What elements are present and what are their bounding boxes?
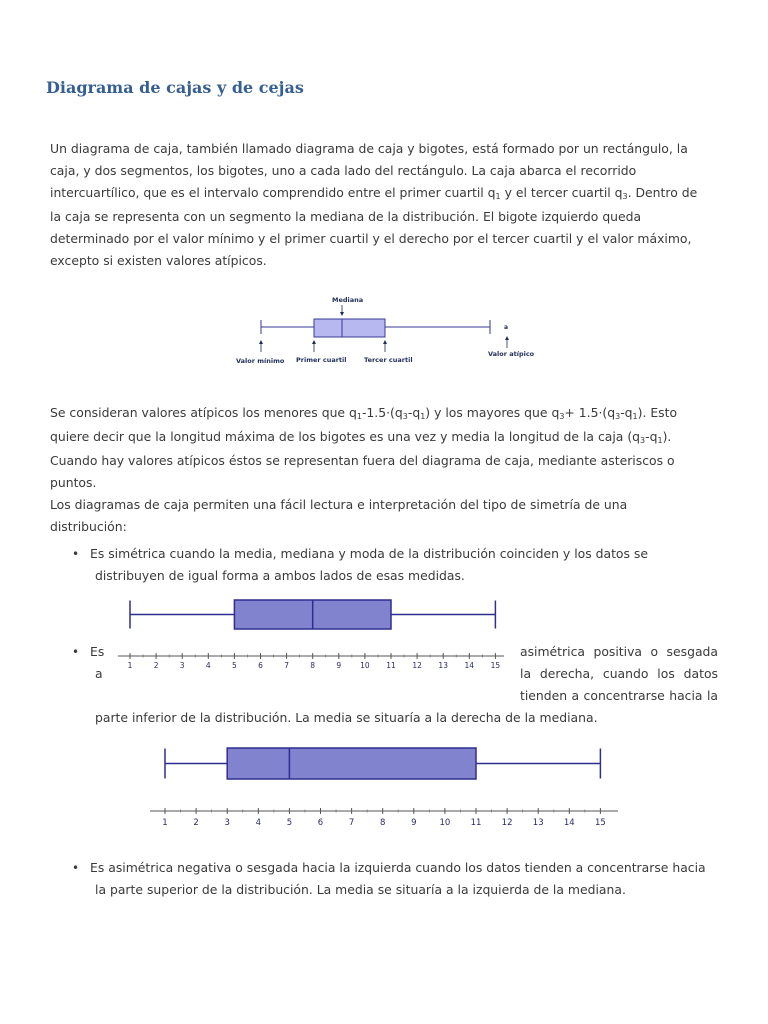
label-valor-atipico: Valor atípico [488,350,535,358]
intro-line-6: excepto si existen valores atípicos. [50,253,267,268]
tick-label: 7 [348,818,355,828]
tick-label: 8 [379,818,386,828]
tick-label: 7 [284,661,289,670]
iqr-box [227,748,476,779]
outlier-mark: a [504,324,509,331]
intro-line-4: la caja se representa con un segmento la mediana de la distribución. El bigote izquierdo queda [50,209,642,224]
tick-label: 14 [563,818,575,828]
tick-label: 5 [286,818,293,828]
symmetry-paragraph [50,494,718,538]
tick-label: 15 [594,818,606,828]
arrowhead-primer [312,340,316,344]
tick-label: 4 [205,661,211,670]
tick-label: 10 [439,818,451,828]
outliers-paragraph [50,402,718,494]
bullet-1 [90,543,718,587]
mediana-arrowhead [340,312,344,316]
tick-label: 9 [336,661,342,670]
tick-label: 4 [255,818,262,828]
arrowhead-tercer [383,340,387,344]
bullet-3-line-2: la parte superior de la distribución. La media se situaría a la izquierda de la mediana. [95,882,626,897]
tick-label: 15 [490,661,501,670]
label-mediana: Mediana [332,296,364,304]
tick-label: 6 [317,818,324,828]
intro-line-3: intercuartílico, que es el intervalo comprendido entre el primer cuartil $q_1$ y el tercer cuartil $q_3$. Dentro de [50,185,698,201]
bullet-dot-1: • [72,547,80,561]
intro-line-5: determinado por el valor mínimo y el primer cuartil y el derecho por el tercer cuartil y el valor máximo, [50,231,692,246]
tick-label: 11 [470,818,482,828]
arrowhead-minimo [259,340,263,344]
boxplot-labelled-diagram [230,292,550,372]
symmetry-line-1: Los diagramas de caja permiten una fácil lectura e interpretación del tipo de simetría de una [50,497,628,512]
bullet-dot-2: • [72,645,80,659]
tick-label: 9 [411,818,417,828]
arrowhead-atipico [505,336,509,340]
bullet-dot-3: • [72,861,80,875]
tick-label: 6 [258,661,263,670]
label-tercer-cuartil: Tercer cuartil [364,356,413,364]
bullet-3-line-1: Es asimétrica negativa o sesgada hacia la izquierda cuando los datos tienden a concentrarse hacia [90,860,706,875]
page-title: Diagrama de cajas y de cejas [46,78,304,97]
tick-label: 13 [438,661,448,670]
boxplot-positive-skew [140,740,640,840]
tick-label: 10 [360,661,370,670]
tick-label: 14 [464,661,475,670]
label-primer-cuartil: Primer cuartil [296,356,347,364]
tick-label: 11 [386,661,396,670]
intro-line-2: caja, y dos segmentos, los bigotes, uno a cada lado del rectángulo. La caja abarca el recorrido [50,163,637,178]
bullet-3 [90,857,718,901]
intro-paragraph [50,138,718,272]
tick-label: 8 [310,661,316,670]
bullet-2-right-1: asimétrica positiva o sesgada [520,644,718,659]
label-valor-minimo: Valor mínimo [236,357,285,365]
symmetry-line-2: distribución: [50,519,127,534]
tick-label: 13 [532,818,544,828]
tick-label: 2 [193,818,199,828]
bullet-1-line-2: distribuyen de igual forma a ambos lados de esas medidas. [95,568,465,583]
tick-label: 2 [153,661,159,670]
intro-line-1: Un diagrama de caja, también llamado diagrama de caja y bigotes, está formado por un rectángulo, la [50,141,688,156]
tick-label: 3 [224,818,230,828]
bullet-2-es: Es [90,644,105,659]
bullet-1-line-1: Es simétrica cuando la media, mediana y moda de la distribución coinciden y los datos se [90,546,648,561]
outliers-line-4: puntos. [50,475,97,490]
outliers-line-2: quiere decir que la longitud máxima de los bigotes es una vez y media la longitud de la caja $(q_3-q_1)$. [50,429,672,445]
tick-label: 3 [179,661,185,670]
tick-label: 12 [412,661,422,670]
tick-label: 1 [127,661,133,670]
bullet-2-right-2: la derecha, cuando los datos [520,666,718,681]
tick-label: 1 [162,818,168,828]
bullet-2-line-4: parte inferior de la distribución. La media se situaría a la derecha de la mediana. [95,710,598,725]
iqr-box [314,319,385,337]
tick-label: 12 [501,818,513,828]
boxplot-symmetric [112,586,512,686]
bullet-2-right-3: tienden a concentrarse hacia la [520,688,718,703]
outliers-line-1: Se consideran valores atípicos los menores que $q_1-1.5\cdot(q_3-q_1)$ y los mayores que $q_3+ 1.5\cdot(q_3-q_1)$. Esto [50,405,678,421]
outliers-line-3: Cuando hay valores atípicos éstos se representan fuera del diagrama de caja, mediante asteriscos o [50,453,675,468]
bullet-2-a: a [95,666,103,681]
tick-label: 5 [232,661,237,670]
